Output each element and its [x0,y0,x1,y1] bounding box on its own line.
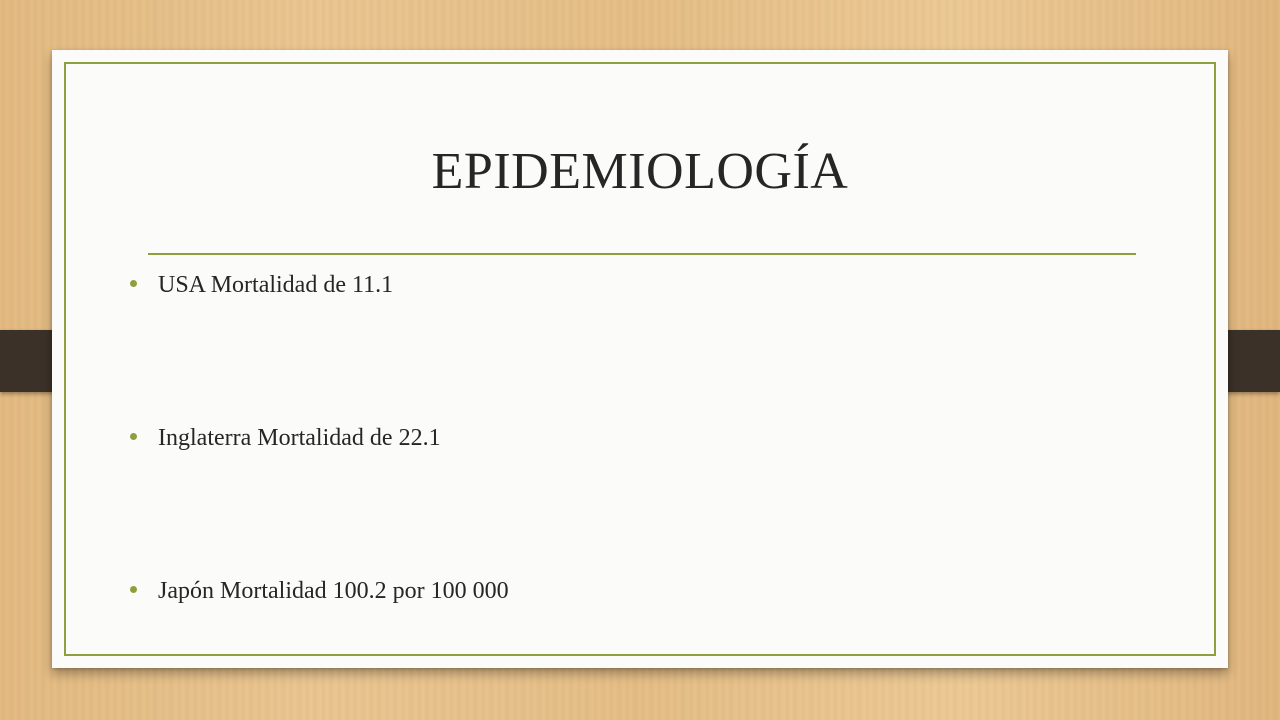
bullet-text: USA Mortalidad de 11.1 [158,272,394,298]
title-divider [148,253,1136,255]
bullet-text: Inglaterra Mortalidad de 22.1 [158,425,441,451]
bullet-dot-icon [130,433,137,440]
slide-paper [52,50,1228,668]
bullet-text: Japón Mortalidad 100.2 por 100 000 [158,578,509,604]
slide-title: EPIDEMIOLOGÍA [431,143,849,200]
bullet-dot-icon [130,280,137,287]
bullet-dot-icon [130,586,137,593]
